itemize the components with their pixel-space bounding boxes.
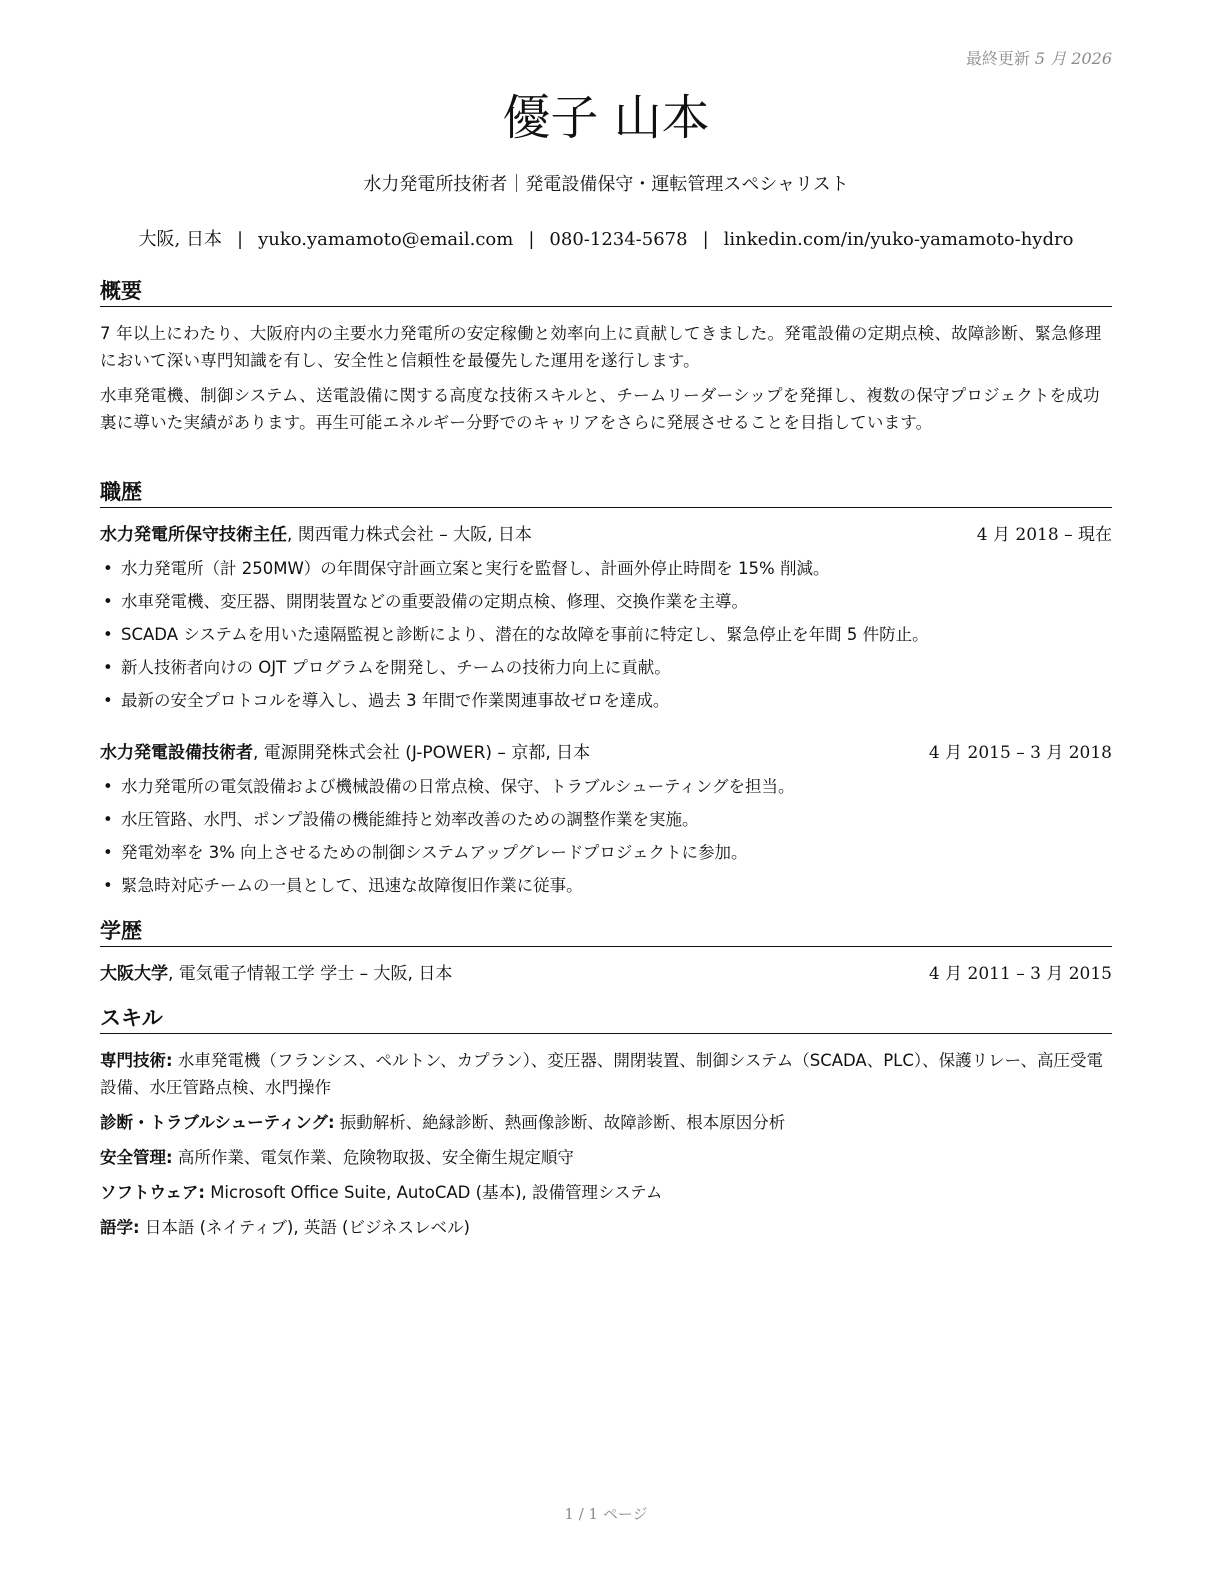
education-header xyxy=(100,961,1112,987)
list-item: • 最新の安全プロトコルを導入し、過去 3 年間で作業関連事故ゼロを達成。 xyxy=(103,691,670,710)
skill-line xyxy=(100,1144,1112,1171)
skill-value: Microsoft Office Suite, AutoCAD (基本), 設備管理システム xyxy=(204,1183,663,1202)
skill-value: 日本語 (ネイティブ), 英語 (ビジネスレベル) xyxy=(139,1218,470,1237)
resume-page xyxy=(100,0,1112,1584)
list-item: • 水車発電機、変圧器、開閉装置などの重要設備の定期点検、修理、交換作業を主導。 xyxy=(103,592,748,611)
section-title-experience: 職歴 xyxy=(100,479,1112,508)
skill-label: 診断・トラブルシューティング: xyxy=(100,1113,335,1132)
contact-line xyxy=(100,225,1112,251)
job-header xyxy=(100,522,1112,548)
skill-line xyxy=(100,1214,1112,1241)
job-org: , 電源開発株式会社 (J-POWER) – 京都, 日本 xyxy=(253,743,591,763)
skill-value: 振動解析、絶縁診断、熱画像診断、故障診断、根本原因分析 xyxy=(334,1113,786,1132)
list-item: • 水圧管路、水門、ポンプ設備の機能維持と効率改善のための調整作業を実施。 xyxy=(103,810,699,829)
education-entry xyxy=(100,961,1112,987)
skill-line xyxy=(100,1047,1112,1101)
list-item: • 水力発電所の電気設備および機械設備の日常点検、保守、トラブルシューティングを担当。 xyxy=(103,777,795,796)
last-updated-label: 最終更新 xyxy=(965,49,1030,68)
contact-location: 大阪, 日本 xyxy=(138,229,222,250)
section-title-summary: 概要 xyxy=(100,278,1112,307)
candidate-name: 優子 山本 xyxy=(502,90,710,146)
skill-label: ソフトウェア: xyxy=(100,1183,205,1202)
job-entry xyxy=(100,522,1112,717)
last-updated xyxy=(966,46,1112,69)
summary-paragraph: 7 年以上にわたり、大阪府内の主要水力発電所の安定稼働と効率向上に貢献してきました。発電設備の定期点検、故障診断、緊急修理において深い専門知識を有し、安全性と信頼性を最優先した運用を遂行します。 xyxy=(100,324,1102,370)
list-item: • 水力発電所（計 250MW）の年間保守計画立案と実行を監督し、計画外停止時間を 15% 削減。 xyxy=(103,559,830,578)
last-updated-date: 5 月 2026 xyxy=(1034,49,1112,68)
job-bullets xyxy=(100,552,1112,717)
list-item: • SCADA システムを用いた遠隔監視と診断により、潜在的な故障を事前に特定し、緊急停止を年間 5 件防止。 xyxy=(103,625,929,644)
contact-separator: | xyxy=(702,229,709,250)
headline: 水力発電所技術者｜発電設備保守・運転管理スペシャリスト xyxy=(363,174,849,195)
skills-block xyxy=(100,1047,1112,1249)
contact-linkedin[interactable]: linkedin.com/in/yuko-yamamoto-hydro xyxy=(723,229,1074,250)
job-role: 水力発電設備技術者 xyxy=(100,743,253,763)
list-item: • 緊急時対応チームの一員として、迅速な故障復旧作業に従事。 xyxy=(103,876,583,895)
contact-separator: | xyxy=(237,229,244,250)
contact-email[interactable]: yuko.yamamoto@email.com xyxy=(258,229,514,250)
list-item: • 新人技術者向けの OJT プログラムを開発し、チームの技術力向上に貢献。 xyxy=(103,658,671,677)
job-dates: 4 月 2015 – 3 月 2018 xyxy=(928,743,1112,763)
section-title-education: 学歴 xyxy=(100,918,1112,947)
education-detail: , 電気電子情報工学 学士 – 大阪, 日本 xyxy=(168,964,453,984)
skill-label: 安全管理: xyxy=(100,1148,173,1167)
education-dates: 4 月 2011 – 3 月 2015 xyxy=(928,964,1112,984)
summary-paragraph: 水車発電機、制御システム、送電設備に関する高度な技術スキルと、チームリーダーシップを発揮し、複数の保守プロジェクトを成功裏に導いた実績があります。再生可能エネルギー分野でのキャリアをさらに発展させることを目指しています。 xyxy=(100,386,1100,432)
skill-value: 高所作業、電気作業、危険物取扱、安全衛生規定順守 xyxy=(172,1148,574,1167)
job-header xyxy=(100,740,1112,766)
skill-label: 語学: xyxy=(100,1218,140,1237)
contact-separator: | xyxy=(528,229,535,250)
skill-line xyxy=(100,1109,1112,1136)
job-org: , 関西電力株式会社 – 大阪, 日本 xyxy=(287,525,532,545)
job-entry xyxy=(100,740,1112,902)
list-item: • 発電効率を 3% 向上させるための制御システムアップグレードプロジェクトに参加。 xyxy=(103,843,748,862)
skill-value: 水車発電機（フランシス、ペルトン、カプラン）、変圧器、開閉装置、制御システム（SCADA、PLC）、保護リレー、高圧受電設備、水圧管路点検、水門操作 xyxy=(100,1051,1103,1097)
job-bullets xyxy=(100,770,1112,902)
education-school: 大阪大学 xyxy=(100,964,168,984)
skill-label: 専門技術: xyxy=(100,1051,173,1070)
summary-block xyxy=(100,320,1112,444)
skill-line xyxy=(100,1179,1112,1206)
job-dates: 4 月 2018 – 現在 xyxy=(976,525,1112,545)
job-role: 水力発電所保守技術主任 xyxy=(100,525,287,545)
contact-phone[interactable]: 080-1234-5678 xyxy=(549,229,688,250)
page-number: 1 / 1 ページ xyxy=(564,1505,648,1523)
section-title-skills: スキル xyxy=(100,1005,1112,1034)
